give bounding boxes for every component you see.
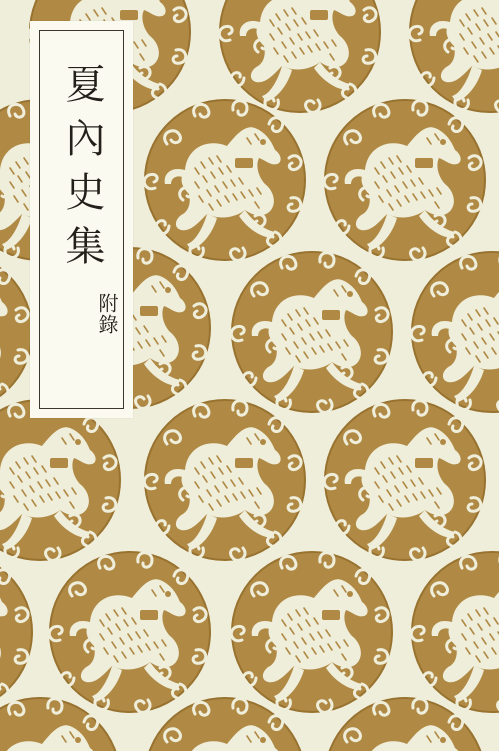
- book-title: 夏內史集: [59, 63, 105, 279]
- title-label: [30, 21, 133, 418]
- medallion-row-6: [0, 698, 485, 751]
- book-subtitle: 附錄: [95, 293, 119, 335]
- medallion-row-5: [0, 552, 499, 712]
- medallion-row-4: [0, 400, 485, 560]
- title-label-frame: [39, 30, 124, 409]
